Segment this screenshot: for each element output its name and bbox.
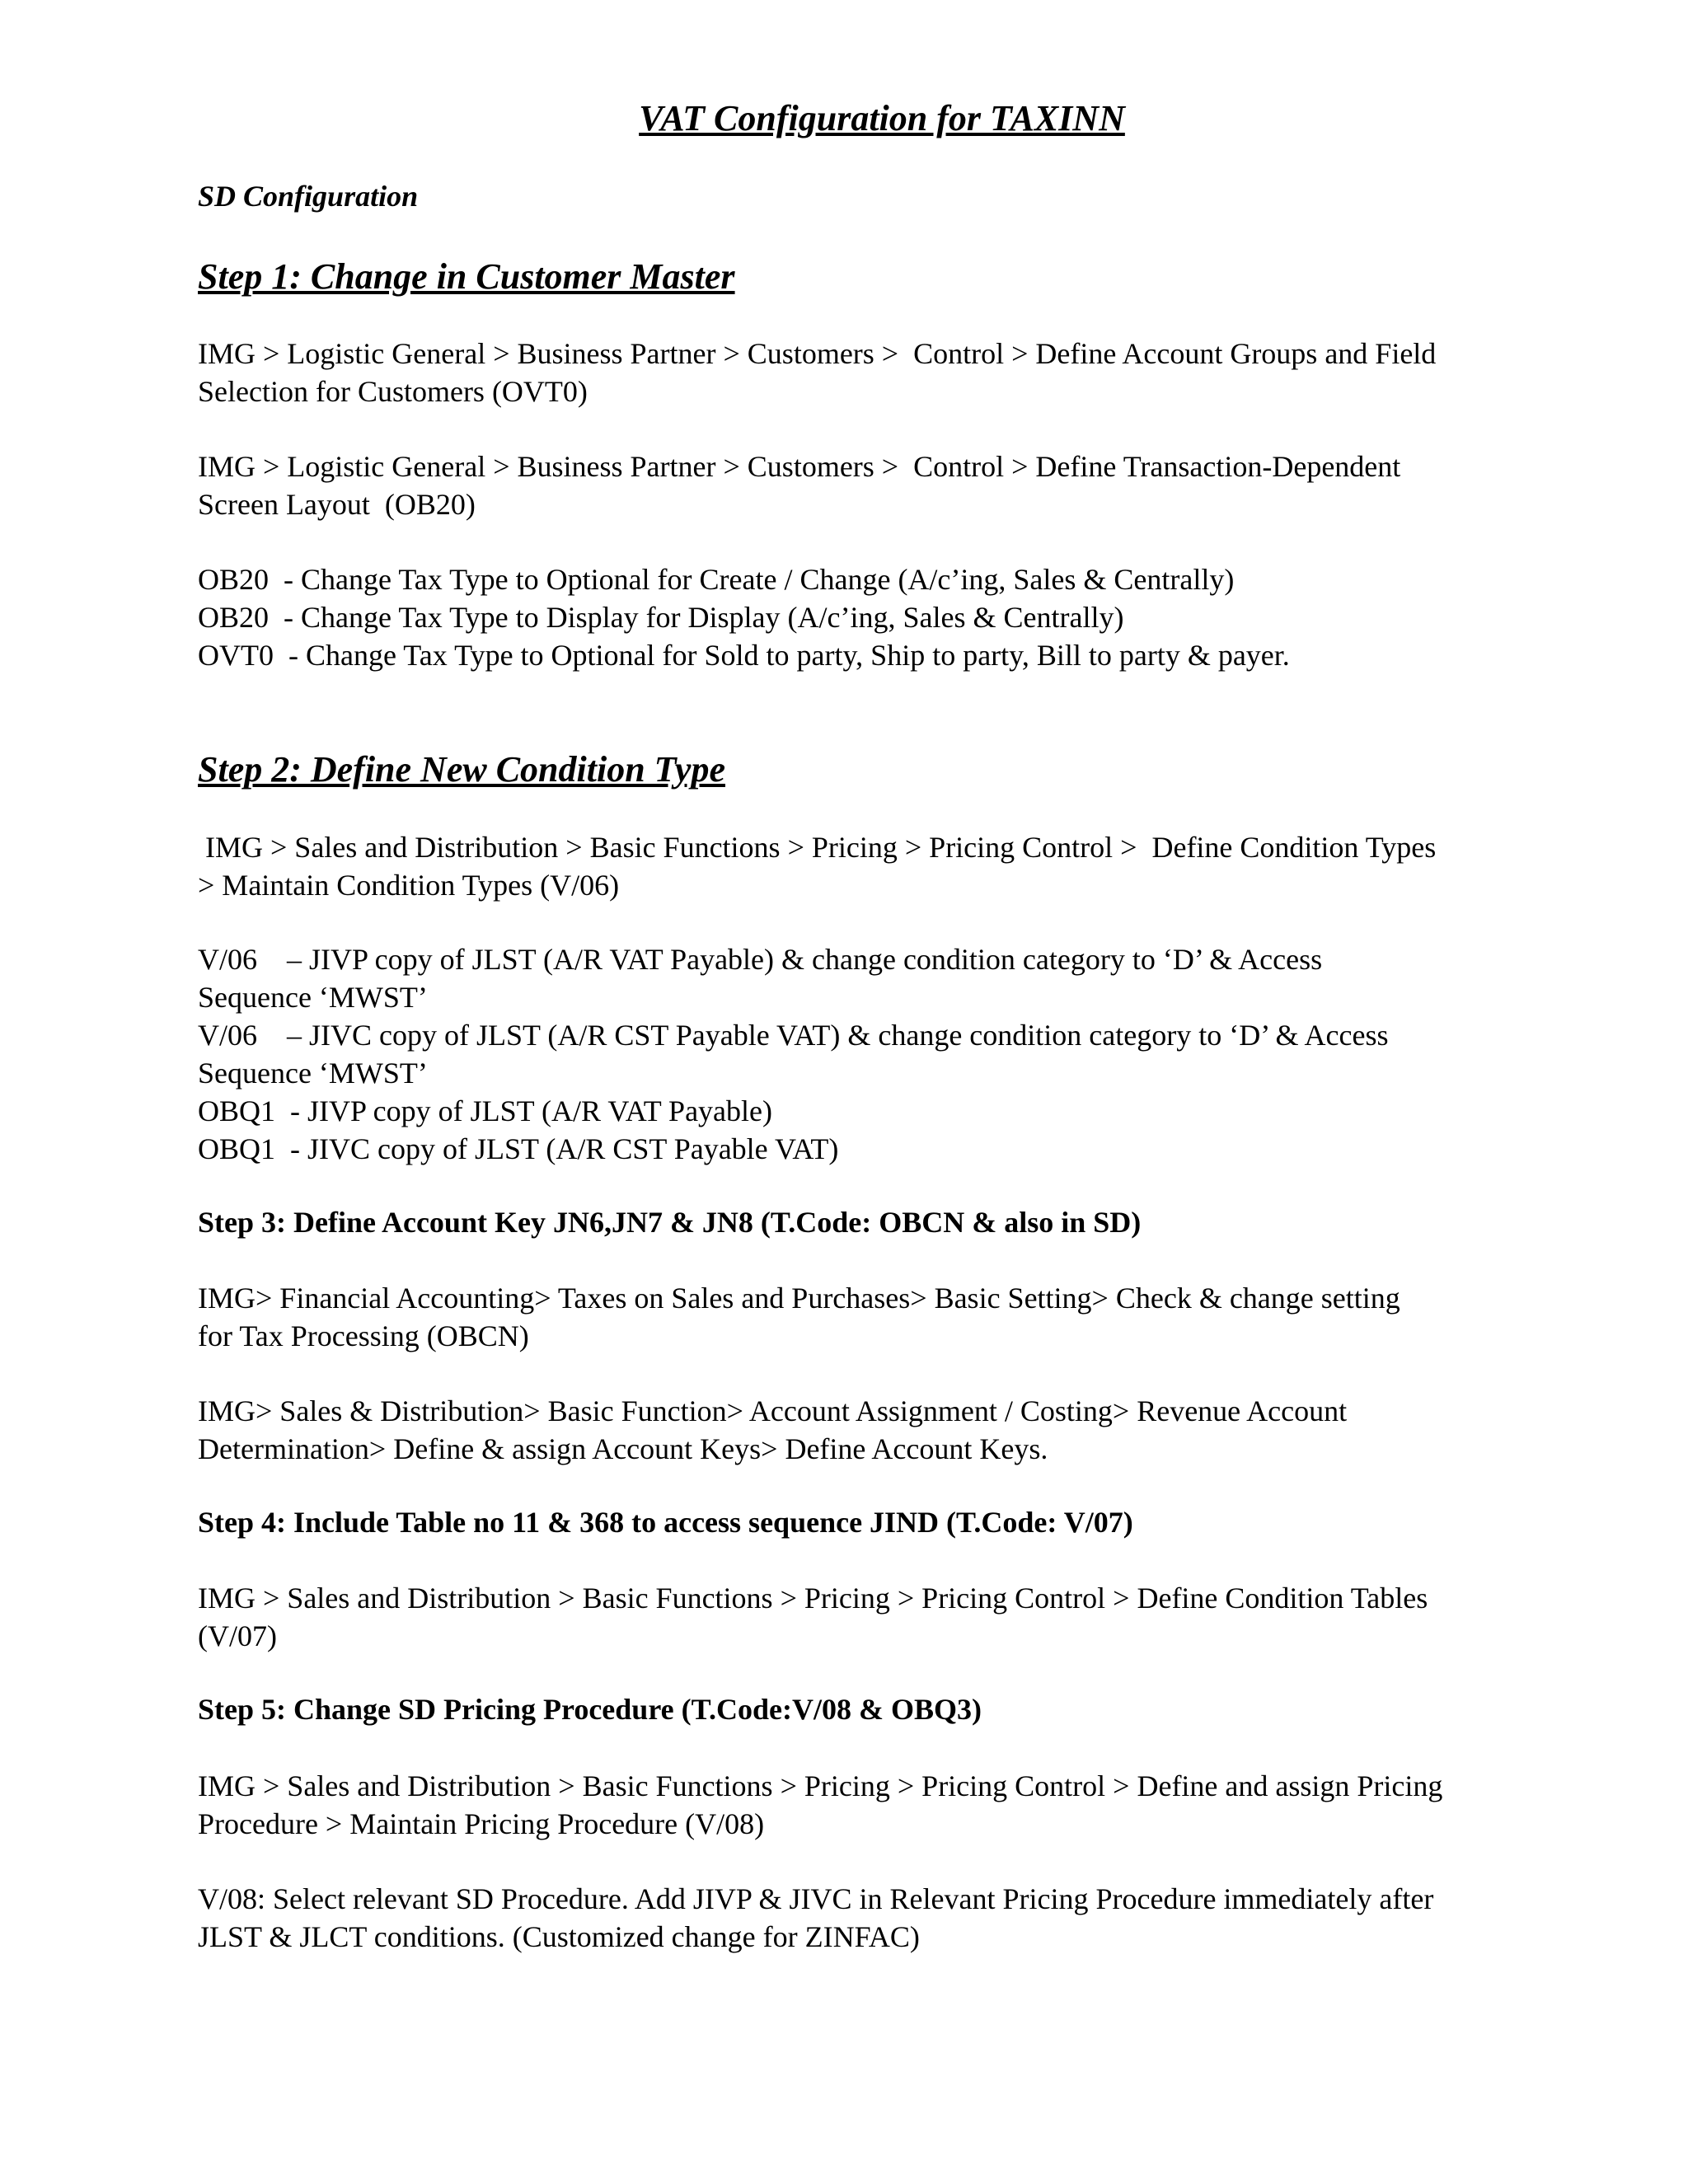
- step5-note-line2: JLST & JLCT conditions. (Customized change for ZINFAC): [198, 1920, 920, 1953]
- step5-note: [198, 1880, 1566, 1956]
- step4-heading: Step 4: Include Table no 11 & 368 to access sequence JIND (T.Code: V/07): [198, 1506, 1133, 1539]
- step1-path2-line2: Screen Layout (OB20): [198, 488, 476, 521]
- step1-notes: [198, 560, 1566, 674]
- step2-note-1: V/06 – JIVP copy of JLST (A/R VAT Payable) & change condition category to ‘D’ & Access: [198, 943, 1323, 976]
- step2-notes: [198, 940, 1566, 1168]
- step4-path-line2: (V/07): [198, 1619, 277, 1652]
- step5-path-line1: IMG > Sales and Distribution > Basic Functions > Pricing > Pricing Control > Define and assign Pricing: [198, 1769, 1443, 1802]
- step5-path-line2: Procedure > Maintain Pricing Procedure (V/08): [198, 1807, 765, 1840]
- section-label: SD Configuration: [198, 180, 419, 213]
- step1-path1-line1: IMG > Logistic General > Business Partner > Customers > Control > Define Account Groups and Field: [198, 337, 1437, 370]
- step1-path2: [198, 448, 1566, 523]
- step3-path2-line1: IMG> Sales & Distribution> Basic Function> Account Assignment / Costing> Revenue Account: [198, 1394, 1348, 1427]
- step3-path2-line2: Determination> Define & assign Account Keys> Define Account Keys.: [198, 1432, 1048, 1465]
- step2-note-6: OBQ1 - JIVC copy of JLST (A/R CST Payable VAT): [198, 1132, 839, 1165]
- step3-path1-line1: IMG> Financial Accounting> Taxes on Sales and Purchases> Basic Setting> Check & change setting: [198, 1282, 1400, 1315]
- step5-note-line1: V/08: Select relevant SD Procedure. Add JIVP & JIVC in Relevant Pricing Procedure immediately after: [198, 1882, 1434, 1915]
- step1-note-2: OB20 - Change Tax Type to Display for Display (A/c’ing, Sales & Centrally): [198, 601, 1124, 634]
- document-page: [198, 0, 1566, 2184]
- step1-path1: [198, 335, 1566, 410]
- step2-path: [198, 828, 1566, 904]
- step1-note-3: OVT0 - Change Tax Type to Optional for Sold to party, Ship to party, Bill to party & payer.: [198, 639, 1290, 672]
- step1-note-1: OB20 - Change Tax Type to Optional for Create / Change (A/c’ing, Sales & Centrally): [198, 563, 1235, 596]
- step3-heading: Step 3: Define Account Key JN6,JN7 & JN8 (T.Code: OBCN & also in SD): [198, 1206, 1142, 1239]
- step4-path-line1: IMG > Sales and Distribution > Basic Functions > Pricing > Pricing Control > Define Condition Tables: [198, 1582, 1428, 1615]
- step2-note-3: V/06 – JIVC copy of JLST (A/R CST Payable VAT) & change condition category to ‘D’ & Access: [198, 1019, 1389, 1052]
- step1-path2-line1: IMG > Logistic General > Business Partner > Customers > Control > Define Transaction-Dependent: [198, 450, 1401, 483]
- step2-heading: Step 2: Define New Condition Type: [198, 749, 725, 790]
- step2-note-4: Sequence ‘MWST’: [198, 1057, 428, 1090]
- document-title: VAT Configuration for TAXINN: [639, 98, 1125, 138]
- step4-path: [198, 1579, 1566, 1655]
- step2-path-line2: > Maintain Condition Types (V/06): [198, 869, 620, 902]
- step2-path-line1: IMG > Sales and Distribution > Basic Functions > Pricing > Pricing Control > Define Condition Types: [198, 831, 1437, 864]
- step2-note-2: Sequence ‘MWST’: [198, 981, 428, 1014]
- step5-path: [198, 1767, 1566, 1843]
- step5-heading: Step 5: Change SD Pricing Procedure (T.Code:V/08 & OBQ3): [198, 1693, 982, 1726]
- step2-note-5: OBQ1 - JIVP copy of JLST (A/R VAT Payable): [198, 1094, 773, 1127]
- step3-path1-line2: for Tax Processing (OBCN): [198, 1319, 529, 1352]
- step3-path2: [198, 1392, 1566, 1468]
- step1-heading: Step 1: Change in Customer Master: [198, 256, 735, 297]
- step1-path1-line2: Selection for Customers (OVT0): [198, 375, 588, 408]
- step3-path1: [198, 1279, 1566, 1355]
